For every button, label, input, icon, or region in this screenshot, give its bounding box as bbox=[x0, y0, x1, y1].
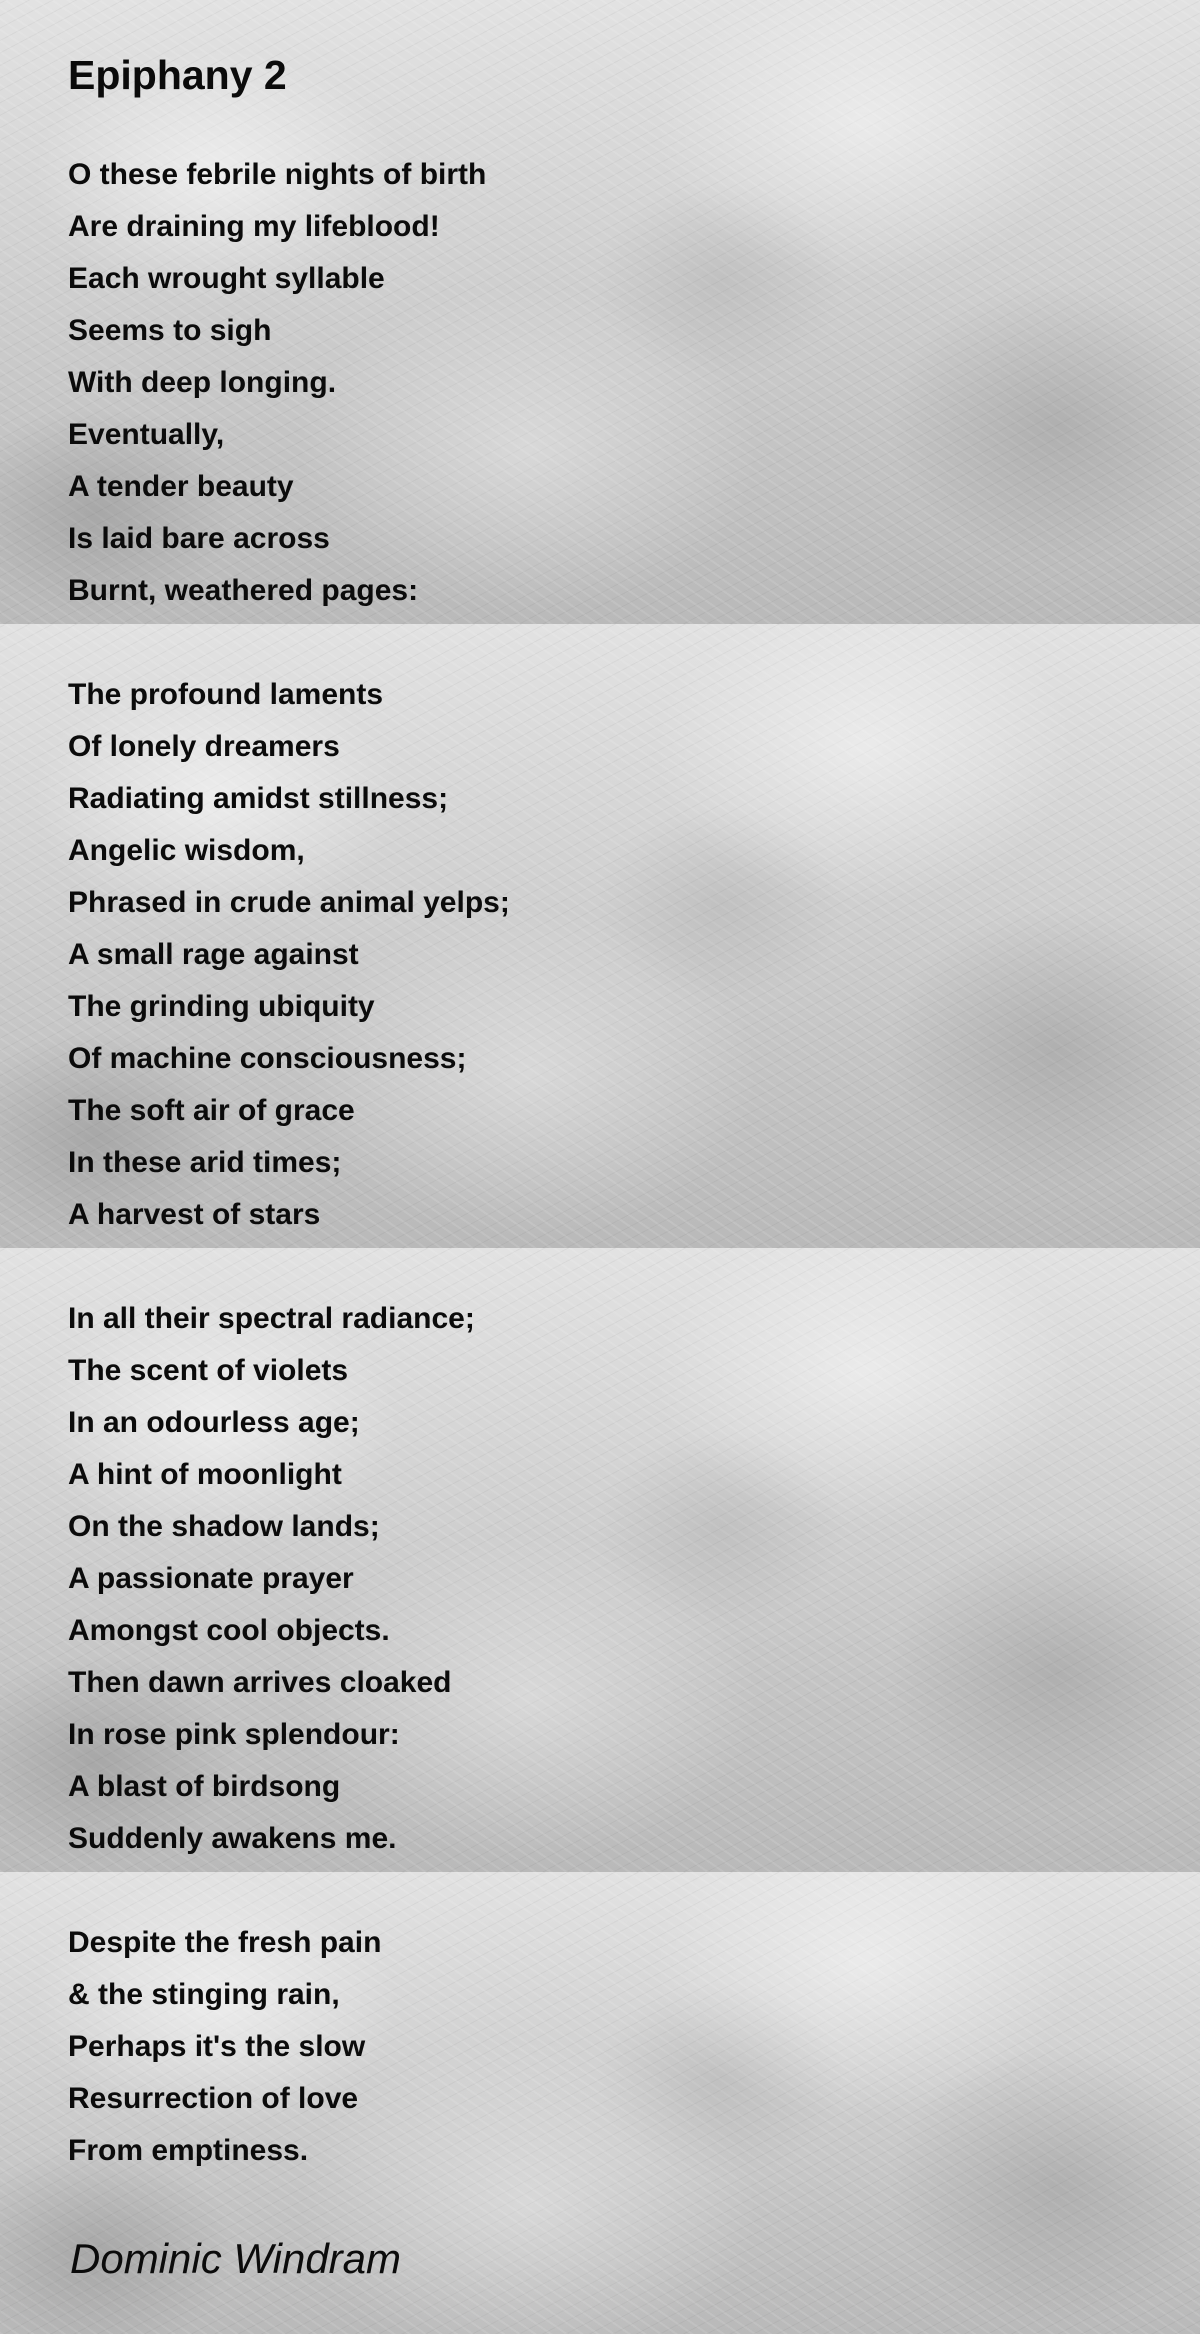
poem-line: The soft air of grace bbox=[68, 1094, 355, 1127]
poem-line: In an odourless age; bbox=[68, 1406, 360, 1439]
poem-line: Eventually, bbox=[68, 418, 225, 451]
poem-line: Of machine consciousness; bbox=[68, 1042, 467, 1075]
poem-line: A harvest of stars bbox=[68, 1198, 321, 1231]
poem-line: Of lonely dreamers bbox=[68, 730, 340, 763]
poem-line: A blast of birdsong bbox=[68, 1770, 341, 1803]
poem-line: A hint of moonlight bbox=[68, 1458, 342, 1491]
poem-line: In all their spectral radiance; bbox=[68, 1302, 475, 1335]
stanza-1 bbox=[68, 149, 510, 617]
poem-line: Is laid bare across bbox=[68, 522, 330, 555]
poem-line: A small rage against bbox=[68, 938, 359, 971]
poem-line: O these febrile nights of birth bbox=[68, 158, 487, 191]
poem-body bbox=[68, 149, 510, 2177]
poem-line: Seems to sigh bbox=[68, 314, 272, 347]
poem-line: In rose pink splendour: bbox=[68, 1718, 400, 1751]
poem-line: The profound laments bbox=[68, 678, 383, 711]
poem-line: A tender beauty bbox=[68, 470, 294, 503]
poem-author: Dominic Windram bbox=[70, 2235, 402, 2282]
poem-line: Radiating amidst stillness; bbox=[68, 782, 449, 815]
poem-line: The scent of violets bbox=[68, 1354, 349, 1387]
poem-line: & the stinging rain, bbox=[68, 1978, 340, 2011]
poem-title: Epiphany 2 bbox=[68, 52, 287, 98]
poem-line: Suddenly awakens me. bbox=[68, 1822, 397, 1855]
stanza-4 bbox=[68, 1917, 510, 2177]
poem-line: Despite the fresh pain bbox=[68, 1926, 382, 1959]
stanza-2 bbox=[68, 669, 510, 1241]
stanza-break bbox=[68, 1241, 510, 1293]
poem-line: A passionate prayer bbox=[68, 1562, 354, 1595]
poem-line: From emptiness. bbox=[68, 2134, 309, 2167]
poem-line: Are draining my lifeblood! bbox=[68, 210, 440, 243]
poem-line: On the shadow lands; bbox=[68, 1510, 380, 1543]
stanza-break bbox=[68, 1865, 510, 1917]
stanza-3 bbox=[68, 1293, 510, 1865]
stanza-break bbox=[68, 617, 510, 669]
poem-line: With deep longing. bbox=[68, 366, 337, 399]
poem-line: Angelic wisdom, bbox=[68, 834, 305, 867]
poem-line: Then dawn arrives cloaked bbox=[68, 1666, 452, 1699]
poem-line: Burnt, weathered pages: bbox=[68, 574, 419, 607]
poem-line: Each wrought syllable bbox=[68, 262, 385, 295]
poem-line: The grinding ubiquity bbox=[68, 990, 375, 1023]
poem-line: Phrased in crude animal yelps; bbox=[68, 886, 510, 919]
poem-line: Perhaps it's the slow bbox=[68, 2030, 366, 2063]
poem-line: Amongst cool objects. bbox=[68, 1614, 390, 1647]
poem-line: In these arid times; bbox=[68, 1146, 342, 1179]
poem-line: Resurrection of love bbox=[68, 2082, 359, 2115]
